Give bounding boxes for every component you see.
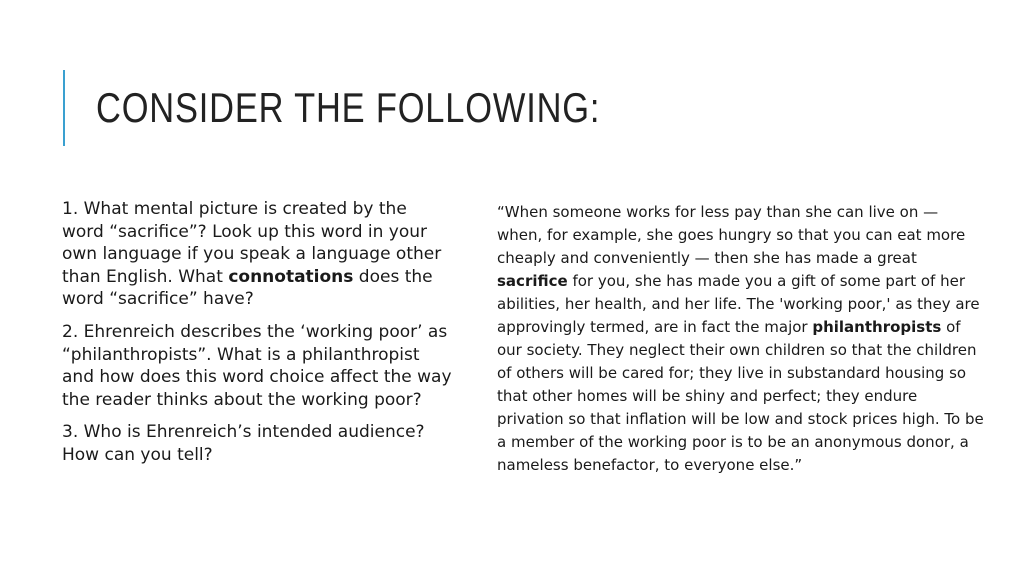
quote-column bbox=[497, 201, 987, 477]
question-3: 3. Who is Ehrenreich’s intended audience? How can you tell? bbox=[62, 422, 425, 465]
quote-part-3: of our society. They neglect their own children so that the children of others will be cared for; they live in substandard housing so that other homes will be shiny and perfect; they endure privation so that inflation will be low and stock prices high. To be a member of the working poor is to be an anonymous donor, a nameless benefactor, to everyone else.” bbox=[497, 318, 984, 474]
question-1-text-after: does the word “sacrifice” have? bbox=[62, 266, 433, 310]
quote-bold-philanthropists: philanthropists bbox=[812, 318, 942, 336]
quote-text bbox=[497, 201, 987, 477]
slide-title: CONSIDER THE FOLLOWING: bbox=[96, 84, 601, 131]
quote-bold-sacrifice: sacrifice bbox=[497, 272, 568, 290]
question-1-text-before: 1. What mental picture is created by the word “sacrifice”? Look up this word in your own language if you speak a language other than English. What bbox=[62, 199, 442, 287]
quote-part-1: “When someone works for less pay than she can live on — when, for example, she goes hungry so that you can eat more cheaply and conveniently — then she has made a great bbox=[497, 203, 966, 267]
question-1 bbox=[62, 198, 452, 311]
questions-column bbox=[62, 198, 452, 477]
title-accent-bar bbox=[63, 70, 65, 146]
question-1-bold-term: connotations bbox=[228, 266, 354, 287]
question-2: 2. Ehrenreich describes the ‘working poor’ as “philanthropists”. What is a philanthropist and how does this word choice affect the way the reader thinks about the working poor? bbox=[62, 321, 452, 410]
quote-part-2: for you, she has made you a gift of some part of her abilities, her health, and her life. The 'working poor,' as they are approvingly termed, are in fact the major bbox=[497, 272, 980, 336]
